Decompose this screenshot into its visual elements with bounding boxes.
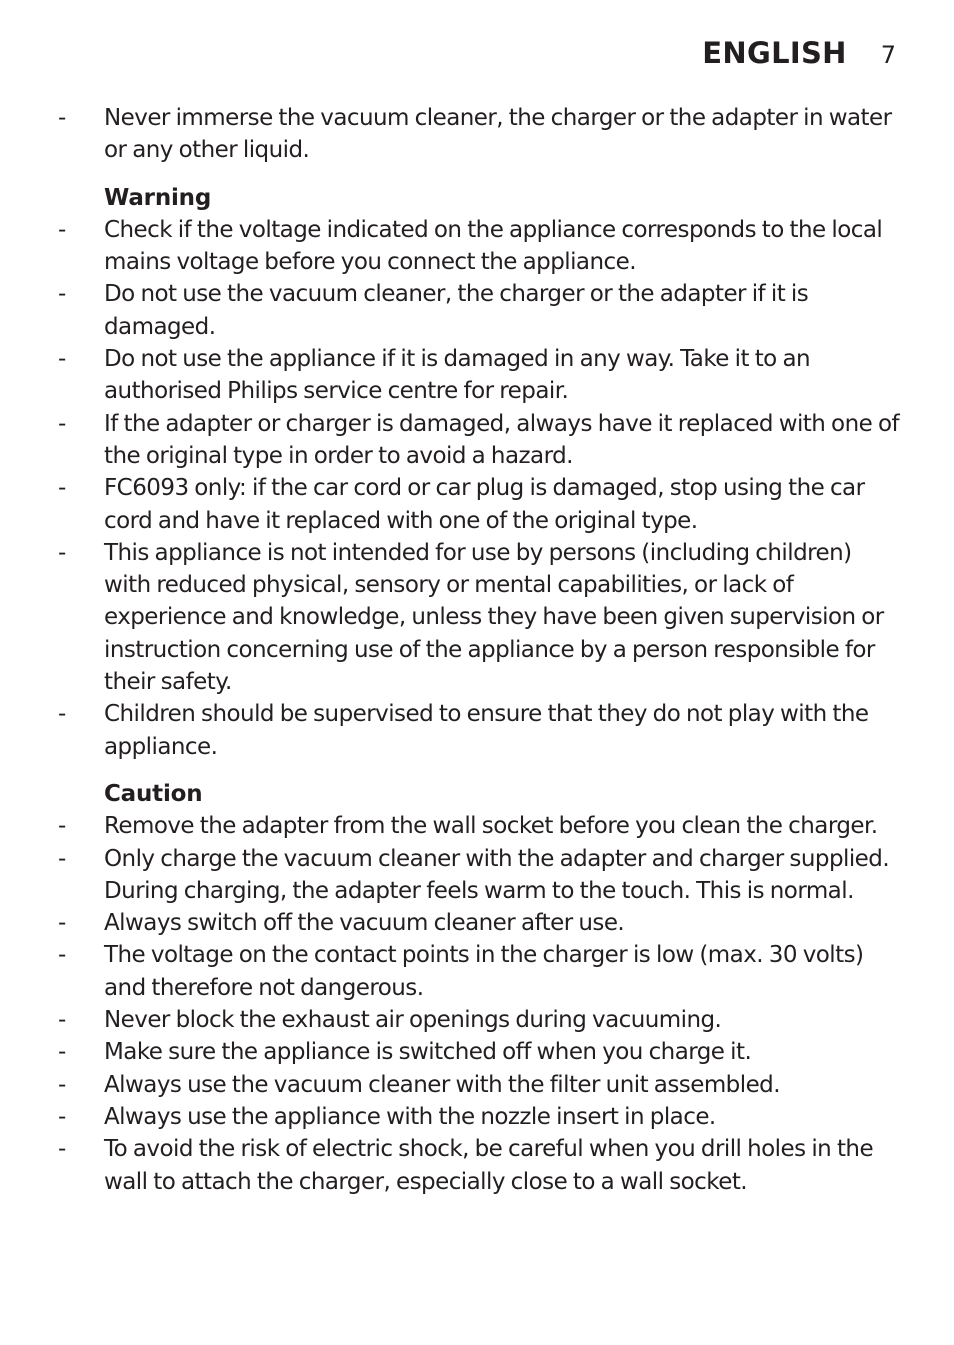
list-item <box>58 1004 903 1036</box>
list-item-text: The voltage on the contact points in the charger is low (max. 30 volts) and therefore not dangerous. <box>104 942 864 1001</box>
bullet-dash: - <box>58 1007 66 1034</box>
bullet-dash: - <box>58 216 66 243</box>
list-item <box>58 810 903 842</box>
page-number: 7 <box>880 41 896 69</box>
list-item-text: Remove the adapter from the wall socket before you clean the charger. <box>104 813 878 840</box>
list-item-text: Never immerse the vacuum cleaner, the charger or the adapter in water or any other liquid. <box>104 105 892 164</box>
list-item-text: Do not use the vacuum cleaner, the charger or the adapter if it is damaged. <box>104 281 809 340</box>
list-item <box>58 102 903 167</box>
list-item-text: Always switch off the vacuum cleaner after use. <box>104 910 625 937</box>
bullet-dash: - <box>58 813 66 840</box>
bullet-dash: - <box>58 910 66 937</box>
language-label: ENGLISH <box>702 36 847 70</box>
list-item <box>58 408 903 473</box>
bullet-dash: - <box>58 1071 66 1098</box>
list-item <box>58 698 903 763</box>
list-item <box>58 343 903 408</box>
list-item-text: FC6093 only: if the car cord or car plug is damaged, stop using the car cord and have it replaced with one of the original type. <box>104 475 865 534</box>
page-header <box>702 36 896 70</box>
list-item-text: Do not use the appliance if it is damaged in any way. Take it to an authorised Philips service centre for repair. <box>104 346 811 405</box>
bullet-dash: - <box>58 410 66 437</box>
list-item <box>58 214 903 279</box>
list-item-text: This appliance is not intended for use by persons (including children) with reduced physical, sensory or mental capabilities, or lack of experience and knowledge, unless they have been given supervision or instruction concerning use of the appliance by a person responsible for their safety. <box>104 539 884 696</box>
bullet-dash: - <box>58 475 66 502</box>
list-item-text: Always use the vacuum cleaner with the filter unit assembled. <box>104 1071 780 1098</box>
list-item-text: If the adapter or charger is damaged, always have it replaced with one of the original type in order to avoid a hazard. <box>104 410 900 469</box>
list-item <box>58 1133 903 1198</box>
bullet-dash: - <box>58 281 66 308</box>
caution-heading: Caution <box>104 780 203 807</box>
list-item-text: Only charge the vacuum cleaner with the adapter and charger supplied. During charging, the adapter feels warm to the touch. This is normal. <box>104 845 890 904</box>
list-item-text: Children should be supervised to ensure that they do not play with the appliance. <box>104 701 869 760</box>
bullet-dash: - <box>58 845 66 872</box>
list-item <box>58 537 903 698</box>
bullet-dash: - <box>58 105 66 131</box>
list-item <box>58 278 903 343</box>
bullet-dash: - <box>58 1039 66 1066</box>
list-item <box>58 843 903 908</box>
warning-heading: Warning <box>104 184 212 211</box>
list-item <box>58 1036 903 1068</box>
list-item <box>58 907 903 939</box>
safety-content <box>58 102 903 1198</box>
list-item <box>58 472 903 537</box>
list-item-text: Never block the exhaust air openings during vacuuming. <box>104 1007 722 1034</box>
bullet-dash: - <box>58 539 66 566</box>
list-item <box>58 1069 903 1101</box>
bullet-dash: - <box>58 701 66 728</box>
list-item <box>58 939 903 1004</box>
list-item-text: Always use the appliance with the nozzle insert in place. <box>104 1103 716 1130</box>
list-item <box>58 1101 903 1133</box>
bullet-dash: - <box>58 346 66 373</box>
bullet-dash: - <box>58 1136 66 1163</box>
list-item-text: Make sure the appliance is switched off when you charge it. <box>104 1039 752 1066</box>
bullet-dash: - <box>58 942 66 969</box>
list-item-text: Check if the voltage indicated on the appliance corresponds to the local mains voltage before you connect the appliance. <box>104 216 883 276</box>
list-item-text: To avoid the risk of electric shock, be careful when you drill holes in the wall to attach the charger, especially close to a wall socket. <box>104 1136 874 1195</box>
bullet-dash: - <box>58 1103 66 1130</box>
